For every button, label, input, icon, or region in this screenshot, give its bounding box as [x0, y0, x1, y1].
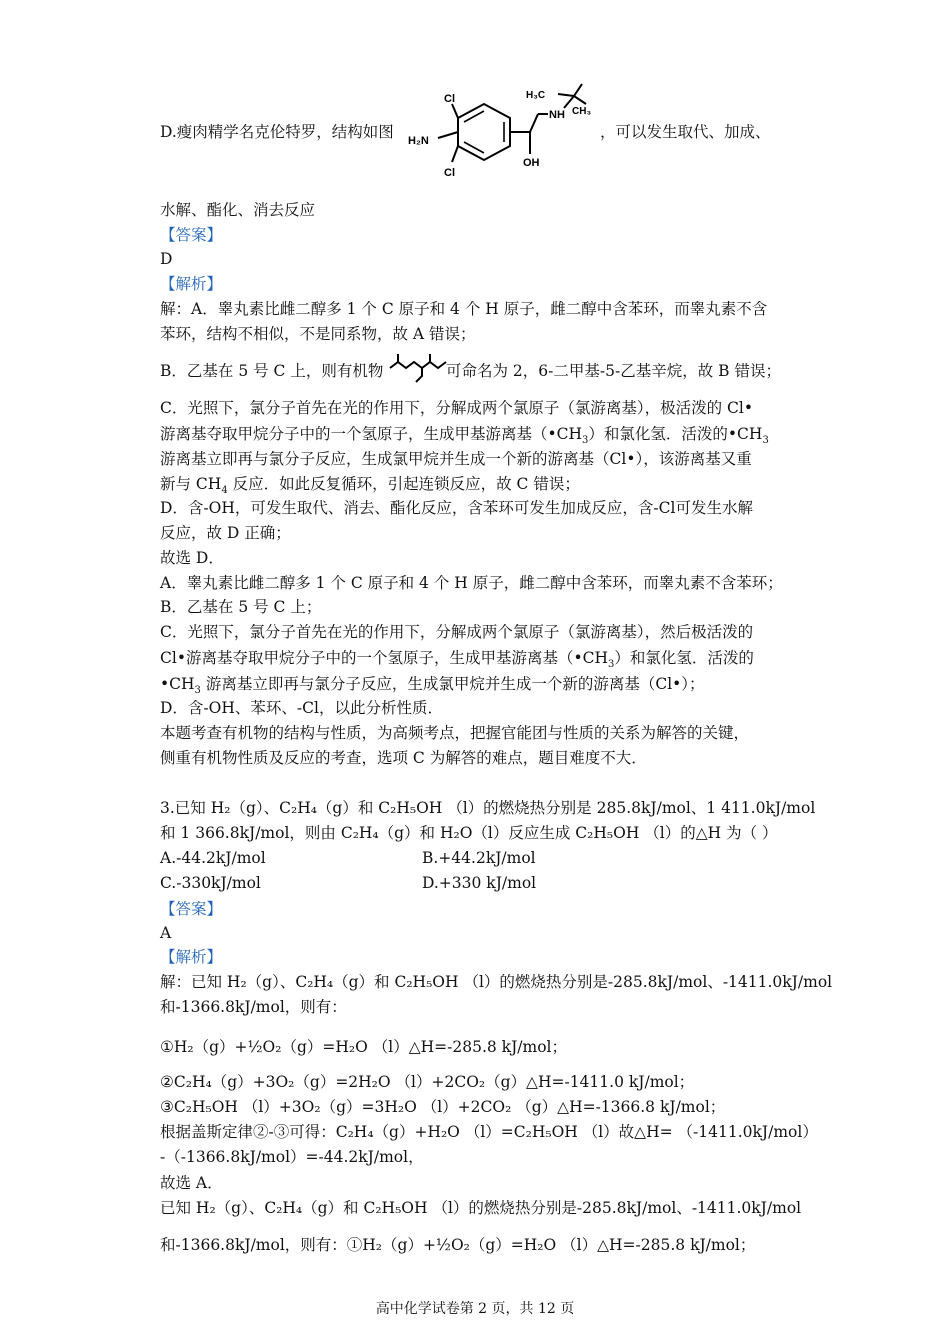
analysis-2-line-15b: 游离基立即再与氯分子反应，生成氯甲烷并生成一个新的游离基（Cl•）； [200, 675, 705, 693]
analysis-2-line-5a: 游离基夺取甲烷分子中的一个氢原子，生成甲基游离基（•CH [160, 425, 583, 443]
analysis-3-line-6: 根据盖斯定律②-③可得：C₂H₄（g）+H₂O （l）=C₂H₅OH （l）故△H= （-1411.0kJ/mol） [160, 1123, 818, 1141]
analysis-2-line-11: A．睾丸素比雌二醇多 1 个 C 原子和 4 个 H 原子，雌二醇中含苯环，而睾丸素不含苯环； [160, 574, 783, 592]
analysis-2-line-8: D．含-OH，可发生取代、消去、酯化反应，含苯环可发生加成反应，含-Cl可发生水解 [160, 499, 753, 517]
analysis-3-line-7: -（-1366.8kJ/mol）=-44.2kJ/mol， [160, 1148, 424, 1166]
analysis-tag-3: 【解析】 [160, 948, 223, 966]
question-3-stem-1: 3.已知 H₂（g）、C₂H₄（g）和 C₂H₅OH （l）的燃烧热分别是 285.8kJ/mol、1 411.0kJ/mol [160, 799, 816, 817]
analysis-2-line-9: 反应，故 D 正确； [160, 524, 291, 542]
analysis-2-line-2: 苯环，结构不相似，不是同系物，故 A 错误； [160, 325, 476, 343]
amine-bond [438, 132, 458, 138]
analysis-2-line-3 [160, 360, 383, 382]
oh-label: OH [523, 157, 540, 169]
analysis-3-line-10: 和-1366.8kJ/mol，则有：①H₂（g）+½O₂（g）=H₂O （l）△H=-285.8 kJ/mol； [160, 1236, 756, 1254]
methyl-bond-3 [574, 96, 586, 104]
analysis-3-line-5: ③C₂H₅OH （l）+3O₂（g）=3H₂O （l）+2CO₂ （g）△H=-1366.8 kJ/mol； [160, 1098, 726, 1116]
analysis-2-line-14a: Cl•游离基夺取甲烷分子中的一个氢原子，生成甲基游离基（•CH [160, 649, 608, 667]
option-c: C.-330kJ/mol [160, 874, 261, 892]
analysis-2-line-6: 游离基立即再与氯分子反应，生成氯甲烷并生成一个新的游离基（Cl•），该游离基又重 [160, 450, 752, 468]
analysis-2-line-7: 新与 $CH_4$ 反应．如此反复循环，引起连锁反应，故 C 错误； [160, 475, 580, 496]
option-a: A.-44.2kJ/mol [160, 849, 266, 867]
analysis-2-line-3a: B．乙基在 5 号 C 上，则有机物 [160, 362, 384, 380]
analysis-3-line-2: 和-1366.8kJ/mol，则有： [160, 998, 347, 1016]
analysis-2-line-10: 故选 D． [160, 549, 224, 567]
cl-bottom-bond [452, 146, 458, 162]
analysis-2-line-4: C．光照下，氯分子首先在光的作用下，分解成两个氯原子（氯游离基），极活泼的 Cl• [160, 399, 753, 417]
answer-tag-3: 【答案】 [160, 900, 223, 918]
chain-bond-2 [530, 114, 538, 132]
page-footer: 高中化学试卷第 2 页，共 12 页 [375, 1301, 575, 1317]
analysis-2-line-16: D．含-OH、苯环、-Cl，以此分析性质． [160, 699, 443, 717]
option-d: D.+330 kJ/mol [422, 874, 537, 892]
analysis-2-line-14: Cl•游离基夺取甲烷分子中的一个氢原子，生成甲基游离基$(•CH_3)$和氯化氢．活泼的 [160, 649, 754, 670]
question-3-stem-2: 和 1 366.8kJ/mol，则由 C₂H₄（g）和 H₂O（l）反应生成 C₂H₅OH （l）的△H 为（ ） [160, 824, 778, 842]
h3c-label: H₃C [526, 90, 546, 101]
answer-tag-2: 【答案】 [160, 226, 223, 244]
analysis-tag-2: 【解析】 [160, 275, 223, 293]
analysis-3-line-3: ①H₂（g）+½O₂（g）=H₂O （l）△H=-285.8 kJ/mol； [160, 1038, 567, 1056]
analysis-2-line-1: 解：A．睾丸素比雌二醇多 1 个 C 原子和 4 个 H 原子，雌二醇中含苯环，而睾丸素不含 [160, 300, 768, 318]
answer-2: D [160, 250, 173, 268]
analysis-2-line-13: C．光照下，氯分子首先在光的作用下，分解成两个氯原子（氯游离基），然后极活泼的 [160, 623, 754, 641]
analysis-2-line-7b: 反应．如此反复循环，引起连锁反应，故 C 错误； [227, 475, 580, 493]
cl-bottom-label: Cl [444, 167, 455, 179]
option-d-line [160, 121, 394, 143]
analysis-2-line-15a: •CH [160, 675, 195, 693]
cl-top-bond [452, 104, 458, 118]
analysis-2-line-5: 游离基夺取甲烷分子中的一个氢原子，生成甲基游离基$(•CH_3)$和氯化氢．活泼的$•CH_3$ [160, 425, 769, 446]
analysis-3-line-9: 已知 H₂（g）、C₂H₄（g）和 C₂H₅OH （l）的燃烧热分别是-285.8kJ/mol、-1411.0kJ/mol [160, 1199, 802, 1217]
analysis-2-line-17: 本题考查有机物的结构与性质，为高频考点，把握官能团与性质的关系为解答的关键， [160, 724, 750, 742]
option-d-line-cont [600, 121, 771, 143]
nh-label: NH [549, 109, 565, 121]
analysis-2-line-12: B．乙基在 5 号 C 上； [160, 598, 322, 616]
analysis-2-line-5b: ）和氯化氢．活泼的•CH [588, 425, 763, 443]
analysis-2-line-7a: 新与 CH [160, 475, 222, 493]
ch3-label: CH₃ [572, 106, 592, 117]
option-d-line-2: 水解、酯化、消去反应 [160, 201, 316, 219]
methyl-bond-1 [558, 94, 574, 96]
analysis-2-line-18: 侧重有机物性质及反应的考查，选项 C 为解答的难点，题目难度不大． [160, 749, 647, 767]
analysis-2-line-3-cont: 可命名为 2，6-二甲基-5-乙基辛烷，故 B 错误； [446, 362, 781, 380]
analysis-3-line-4: ②C₂H₄（g）+3O₂（g）=2H₂O （l）+2CO₂（g）△H=-1411.0 kJ/mol； [160, 1073, 695, 1091]
analysis-3-line-8: 故选 A． [160, 1174, 223, 1192]
clenbuterol-structure [406, 80, 606, 195]
analysis-2-line-14b: ）和氯化氢．活泼的 [614, 649, 754, 667]
option-d-text: D.瘦肉精学名克伦特罗，结构如图 [160, 123, 394, 141]
octane-skeleton [388, 352, 450, 386]
option-b: B.+44.2kJ/mol [422, 849, 536, 867]
analysis-3-line-1: 解：已知 H₂（g）、C₂H₄（g）和 C₂H₅OH （l）的燃烧热分别是-285.8kJ/mol、-1411.0kJ/mol [160, 973, 833, 991]
ethyl-branch [416, 368, 422, 382]
answer-3: A [160, 924, 172, 942]
benzene-ring [458, 104, 510, 160]
analysis-2-line-15: $•CH_3$ 游离基立即再与氯分子反应，生成氯甲烷并生成一个新的游离基（Cl•）； [160, 675, 705, 696]
cl-top-label: Cl [444, 93, 455, 105]
methyl-bond-2 [574, 84, 582, 96]
option-d-text-cont: ，可以发生取代、加成、 [600, 123, 771, 141]
main-chain [390, 362, 446, 368]
h2n-label: H₂N [408, 135, 429, 147]
